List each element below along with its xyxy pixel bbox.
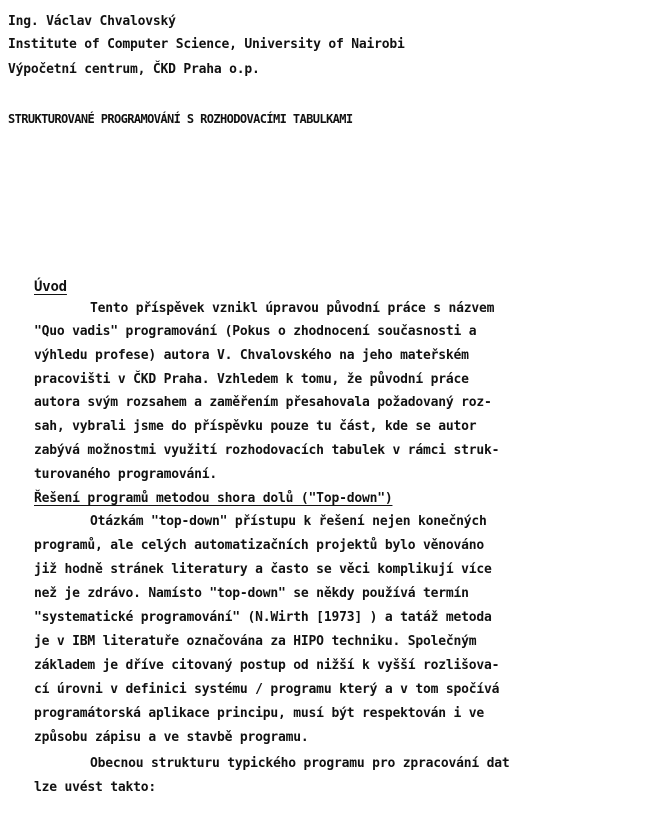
topdown-line: je v IBM literatuře označována za HIPO techniku. Společným bbox=[34, 634, 477, 649]
affiliation-line-1: Institute of Computer Science, University of Nairobi bbox=[8, 37, 405, 52]
affiliation-line-2: Výpočetní centrum, ČKD Praha o.p. bbox=[8, 62, 260, 77]
topdown-line: Otázkám "top-down" přístupu k řešení nejen konečných bbox=[90, 514, 487, 529]
topdown-line: než je zdrávo. Namísto "top-down" se někdy používá termín bbox=[34, 586, 469, 601]
section-heading-topdown: Řešení programů metodou shora dolů ("Top-down") bbox=[34, 491, 393, 506]
topdown-line: způsobu zápisu a ve stavbě programu. bbox=[34, 730, 309, 745]
topdown-line: lze uvést takto: bbox=[34, 780, 157, 795]
document-title: STRUKTUROVANÉ PROGRAMOVÁNÍ S ROZHODOVACÍMI TABULKAMI bbox=[8, 112, 353, 126]
intro-line: "Quo vadis" programování (Pokus o zhodnocení současnosti a bbox=[34, 324, 477, 339]
section-heading-intro: Úvod bbox=[34, 279, 67, 295]
intro-line: pracovišti v ČKD Praha. Vzhledem k tomu, že původní práce bbox=[34, 372, 469, 387]
intro-line: autora svým rozsahem a zaměřením přesahovala požadovaný roz- bbox=[34, 395, 492, 410]
topdown-line: Obecnou strukturu typického programu pro zpracování dat bbox=[90, 756, 510, 771]
intro-line: sah, vybrali jsme do příspěvku pouze tu část, kde se autor bbox=[34, 419, 477, 434]
topdown-line: "systematické programování" (N.Wirth [1973] ) a tatáž metoda bbox=[34, 610, 492, 625]
topdown-line: cí úrovni v definici systému / programu který a v tom spočívá bbox=[34, 682, 500, 697]
topdown-line: programů, ale celých automatizačních projektů bylo věnováno bbox=[34, 538, 484, 553]
topdown-line: programátorská aplikace principu, musí být respektován i ve bbox=[34, 706, 484, 721]
intro-line: Tento příspěvek vznikl úpravou původní práce s názvem bbox=[90, 301, 495, 316]
topdown-line: základem je dříve citovaný postup od nižší k vyšší rozlišova- bbox=[34, 658, 500, 673]
intro-line: výhledu profese) autora V. Chvalovského na jeho mateřském bbox=[34, 348, 469, 363]
author-name: Ing. Václav Chvalovský bbox=[8, 14, 176, 29]
topdown-line: již hodně stránek literatury a často se věci komplikují více bbox=[34, 562, 492, 577]
intro-line: zabývá možnostmi využití rozhodovacích tabulek v rámci struk- bbox=[34, 443, 500, 458]
intro-line: turovaného programování. bbox=[34, 467, 218, 482]
